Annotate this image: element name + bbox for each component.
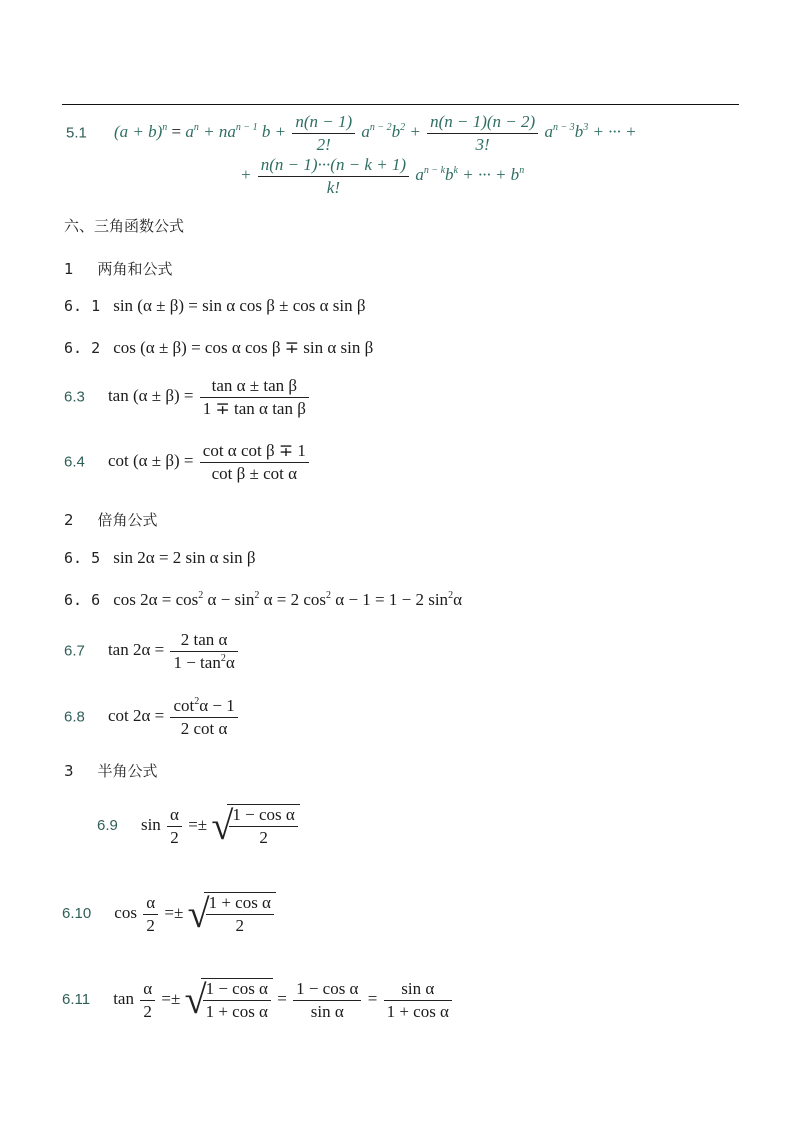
formula-6-1 xyxy=(64,296,366,316)
section-title: 六、三角函数公式 xyxy=(64,217,185,235)
formula-expression: tan $\frac{\alpha}{2}$ =± √ $\frac{\text{1 − cos α}}{\text{1 + cos α}}$ = $\frac{\text{1 − cos α}}{\text{sin α}}$ = $\frac{\text{sin α}}{\text{1 + cos α}}$ xyxy=(113,989,454,1008)
formula-6-8 xyxy=(64,696,240,739)
formula-5-1-line1 xyxy=(66,112,637,155)
formula-6-7 xyxy=(64,630,240,673)
formula-expression: cot (α ± β) = $\frac{\text{cot α cot β ∓ 1}}{\text{cot β ± cot α}}$ xyxy=(108,451,311,470)
formula-number: 6. 2 xyxy=(64,339,101,357)
formula-5-1-line2 xyxy=(240,155,524,198)
formula-expression: cos (α ± β) = cos α cos β ∓ sin α sin β xyxy=(113,338,374,357)
formula-6-2 xyxy=(64,338,373,358)
formula-expression: sin (α ± β) = sin α cos β ± cos α sin β xyxy=(113,296,366,315)
formula-6-9 xyxy=(97,804,300,848)
formula-number: 5.1 xyxy=(66,124,87,142)
formula-6-4 xyxy=(64,441,311,484)
formula-expression: tan (α ± β) = $\frac{\text{tan α ± tan β}}{\text{1 ∓ tan α tan β}}$ xyxy=(108,386,311,405)
formula-number: 6. 1 xyxy=(64,297,101,315)
formula-6-11 xyxy=(62,978,454,1022)
formula-expression: cot 2α = $\frac{\cot^2\alpha - 1}{\text{2 cot α}}$ xyxy=(108,706,240,725)
formula-number: 6.11 xyxy=(62,990,91,1008)
formula-expression: tan 2α = $\frac{\text{2 tan α}}{1 - \tan^2\alpha}$ xyxy=(108,640,240,659)
formula-number: 6.7 xyxy=(64,642,85,660)
formula-number: 6.4 xyxy=(64,453,85,471)
formula-expression: cos $\frac{\alpha}{2}$ =± √ $\frac{\text{1 + cos α}}{2}$ xyxy=(114,903,276,922)
formula-number: 6.9 xyxy=(97,816,118,834)
formula-6-6 xyxy=(64,590,462,610)
formula-expression: sin 2α = 2 sin α sin β xyxy=(113,548,256,567)
formula-expression: sin $\frac{\alpha}{2}$ =± √ $\frac{\text{1 − cos α}}{2}$ xyxy=(141,815,300,834)
formula-expression: $\cos 2\alpha = \cos^2 \alpha - \sin^2 \alpha = 2$ $\cos^2 \alpha - 1 = 1 - 2$ $\sin^2\alpha$ xyxy=(113,590,462,609)
formula-number: 6.10 xyxy=(62,904,92,922)
subsection-heading-3: 3 半角公式 xyxy=(64,762,158,780)
subsection-heading-2: 2 倍角公式 xyxy=(64,511,158,529)
header-rule xyxy=(62,104,739,105)
formula-expression: + $\frac{n(n - 1)\cdot\cdot\cdot(n - k + 1)}{k!}$ $a^{n - k}b^k$ + ··· + $b^n$ xyxy=(240,155,525,197)
formula-6-10 xyxy=(62,892,276,936)
formula-number: 6. 6 xyxy=(64,591,101,609)
formula-number: 6.8 xyxy=(64,708,85,726)
formula-number: 6. 5 xyxy=(64,549,101,567)
formula-6-5 xyxy=(64,548,256,568)
formula-expression: $(a + b)^n = a^n + na^{n - 1}$ b + $\frac{n(n - 1)}{2!}$ $a^{n - 2}b^2$ + $\frac{n(n - 1)(n - 2)}{3!}$ $a^{n - 3}b^3$ + ··· + xyxy=(113,112,637,154)
formula-number: 6.3 xyxy=(64,388,85,406)
formula-6-3 xyxy=(64,376,311,419)
subsection-heading-1: 1 两角和公式 xyxy=(64,260,173,278)
